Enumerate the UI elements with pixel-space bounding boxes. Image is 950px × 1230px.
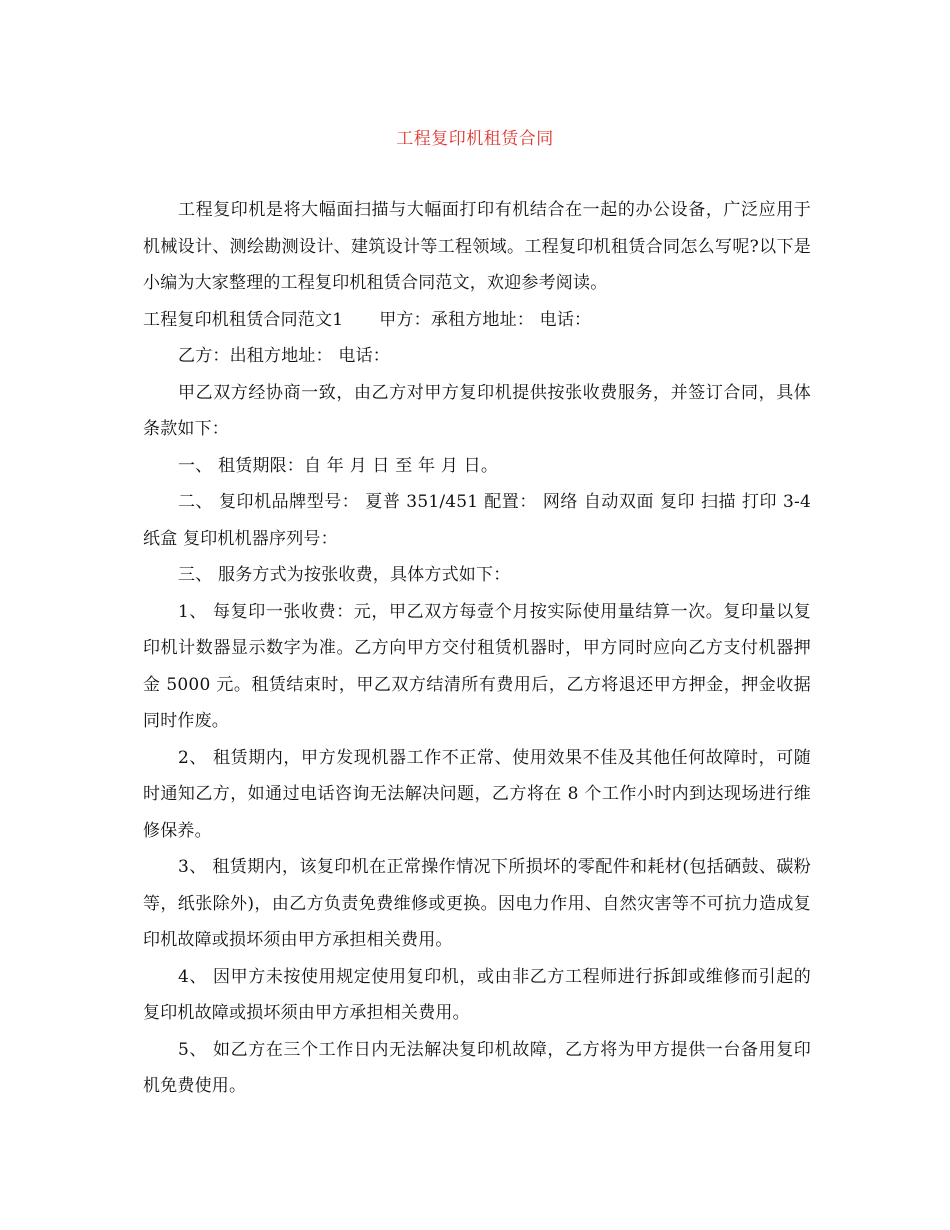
document-body xyxy=(143,192,811,1105)
party-a-line: 甲方：承租方地址： 电话： xyxy=(379,309,592,330)
item-3: 3、 租赁期内，该复印机在正常操作情况下所损坏的零配件和耗材(包括硒鼓、碳粉等，纸张除外)，由乙方负责免费维修或更换。因电力作用、自然灾害等不可抗力造成复印机故障或损坏须由甲方承担相关费用。 xyxy=(143,857,811,950)
clause-2: 二、 复印机品牌型号： 夏普 351/451 配置： 网络 自动双面 复印 扫描 打印 3-4 纸盒 复印机机器序列号： xyxy=(143,492,811,549)
sample-heading: 工程复印机租赁合同范文1 xyxy=(143,309,344,330)
item-4: 4、 因甲方未按使用规定使用复印机，或由非乙方工程师进行拆卸或维修而引起的复印机故障或损坏须由甲方承担相关费用。 xyxy=(143,966,811,1023)
item-1: 1、 每复印一张收费：元，甲乙双方每壹个月按实际使用量结算一次。复印量以复印机计数器显示数字为准。乙方向甲方交付租赁机器时，甲方同时应向乙方支付机器押金 5000 元。租赁结束时，甲乙双方结清所有费用后，乙方将退还甲方押金，押金收据同时作废。 xyxy=(143,601,811,731)
sample-heading-line xyxy=(143,302,811,339)
clause-1: 一、 租赁期限：自 年 月 日 至 年 月 日。 xyxy=(178,455,499,476)
document-title: 工程复印机租赁合同 xyxy=(396,129,554,149)
item-5: 5、 如乙方在三个工作日内无法解决复印机故障，乙方将为甲方提供一台备用复印机免费使用。 xyxy=(143,1039,811,1096)
item-2: 2、 租赁期内，甲方发现机器工作不正常、使用效果不佳及其他任何故障时，可随时通知乙方，如通过电话咨询无法解决问题，乙方将在 8 个工作小时内到达现场进行维修保养。 xyxy=(143,747,811,841)
preamble-paragraph: 甲乙双方经协商一致，由乙方对甲方复印机提供按张收费服务，并签订合同，具体条款如下： xyxy=(143,382,811,439)
intro-paragraph: 工程复印机是将大幅面扫描与大幅面打印有机结合在一起的办公设备，广泛应用于机械设计、测绘勘测设计、建筑设计等工程领域。工程复印机租赁合同怎么写呢?以下是小编为大家整理的工程复印机租赁合同范文，欢迎参考阅读。 xyxy=(143,200,811,293)
party-b-line: 乙方：出租方地址： 电话： xyxy=(178,346,391,366)
clause-3: 三、 服务方式为按张收费，具体方式如下： xyxy=(178,565,511,585)
